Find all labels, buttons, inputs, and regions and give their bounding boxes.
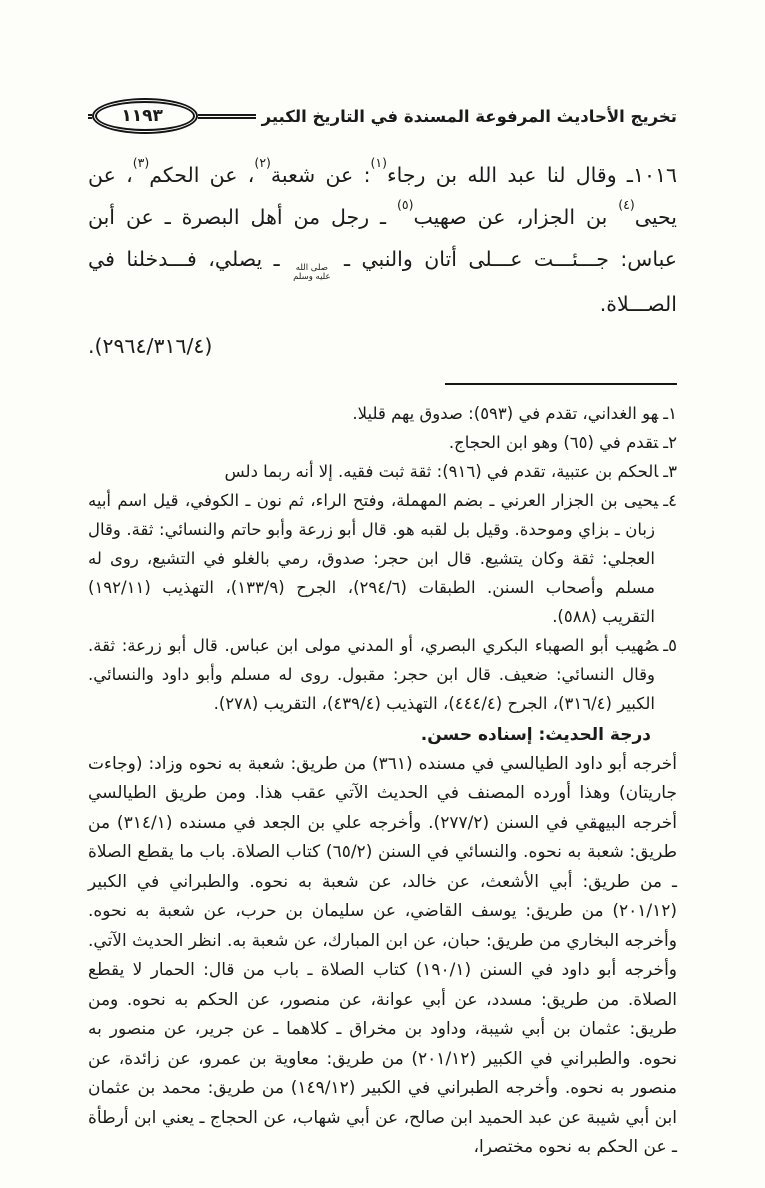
footnote-separator [445,383,677,385]
hadith-grade-heading: درجة الحديث: إسناده حسن. [420,724,651,745]
hadith-text-run: ـ يصلي، فـــدخلنا في الصـــلاة. [88,247,677,316]
footnote-number: ٢ـ [663,432,677,452]
footnote-number: ٣ـ [663,461,677,481]
footnote-number: ٥ـ [663,635,677,655]
footnote-1 [88,399,677,428]
book-title: تخريج الأحاديث المرفوعة المسندة في التاريخ الكبير [261,106,677,126]
footnote-text: هو الغداني، تقدم في (٥٩٣): صدوق يهم قليلا. [352,403,659,423]
footnote-marker: (٢) [254,155,271,171]
footnote-number: ٤ـ [663,490,677,510]
hadith-text-run: : عن شعبة [270,163,371,187]
header-rule-left [88,114,92,119]
footnote-2 [88,428,677,457]
footnote-3 [88,457,677,486]
page-header [88,98,677,134]
page-number: ١١٩٣ [121,106,163,126]
takhrij-paragraph: أخرجه أبو داود الطيالسي في مسنده (٣٦١) من طريق: شعبة به نحوه وزاد: (وجاءت جاريتان) وهذا أورده المصنف في الحديث الآتي عقب هذا. ومن طريق الطيالسي أخرجه البيهقي في السنن (٢٧٧/٢). وأخرجه علي بن الجعد في مسنده (٣١٤/١) من طريق: شعبة به نحوه. والنسائي في السنن (٦٥/٢) كتاب الصلاة. باب ما يقطع الصلاة ـ من طريق: أبي الأشعث، عن خالد، عن شعبة به نحوه. والطبراني في الكبير (٢٠١/١٢) من طريق: يوسف القاضي، عن سليمان بن حرب، عن شعبة به نحوه. وأخرجه البخاري من طريق: حبان، عن ابن المبارك، عن شعبة به. انظر الحديث الآتي. وأخرجه أبو داود في السنن (١٩٠/١) كتاب الصلاة ـ باب من قال: الحمار لا يقطع الصلاة. من طريق: مسدد، عن أبي عوانة، عن منصور، عن الحكم به نحوه. ومن طريق: عثمان بن أبي شيبة، وداود بن مخراق ـ كلاهما ـ عن جرير، عن منصور به نحوه. والطبراني في الكبير (٢٠١/١٢) من طريق: معاوية بن عمرو، عن زائدة، عن منصور به نحوه. وأخرجه الطبراني في الكبير (١٤٩/١٢) من طريق: محمد بن عثمان ابن أبي شيبة عن عبد الحميد ابن صالح، عن أبي شهاب، عن الحجاج ـ يعني ابن أرطأة ـ عن الحكم به نحوه مختصرا، [88,753,678,1158]
footnote-text: الحكم بن عتبية، تقدم في (٩١٦): ثقة ثبت فقيه. إلا أنه ربما دلس [224,461,659,481]
hadith-text-run: ، عن الحكم [149,163,255,187]
footnote-4 [88,486,677,631]
honorific-saw-mark: صلى الله عليه وسلم [293,263,331,283]
footnote-text: يحيى بن الجزار العرني ـ بضم المهملة، وفتح الراء، ثم نون ـ الكوفي، قيل اسم أبيه زبان ـ بزاي وموحدة. وقيل بل لقبه هو. قال أبو زرعة وأبو حاتم والنسائي: ثقة. وقال العجلي: ثقة وكان يتشيع. قال ابن حجر: صدوق، رمي بالغلو في التشيع، روى له مسلم وأصحاب السنن. الطبقات (٢٩٤/٦)، الجرح (١٣٣/٩)، التهذيب (١٩٢/١١) التقريب (٥٨٨). [88,490,659,626]
hadith-text-run: بن الجزار، عن صهيب [413,205,619,229]
hadith-reference: (٢٩٦٤/٣١٦/٤). [88,333,213,358]
footnote-5 [88,631,677,718]
footnote-marker: (٥) [397,197,414,213]
footnote-marker: (١) [370,155,387,171]
footnote-marker: (٣) [132,155,150,171]
hadith-text-run: ـ رجل من أهل البصرة ـ عن أبن عباس: جـــئـــت عـــلى أتان والنبي ـ [88,205,677,271]
footnote-text: تقدم في (٦٥) وهو ابن الحجاج. [448,432,659,452]
footnote-number: ١ـ [663,403,677,423]
footnote-marker: (٤) [618,197,635,213]
hadith-paragraph [88,154,677,325]
header-rule-right [198,114,256,119]
footnotes-section [88,399,677,718]
hadith-text-run: ١٠١٦ـ وقال لنا عبد الله بن رجاء [387,163,677,187]
hadith-text-run: ، عن يحيى [88,163,677,229]
page-number-badge [92,98,198,134]
footnote-text: صُهيب أبو الصهباء البكري البصري، أو المدني مولى ابن عباس. قال أبو زرعة: ثقة. وقال النسائي: ضعيف. قال ابن حجر: مقبول. روى له مسلم وأبو داود والنسائي. الكبير (٣١٦/٤)، الجرح (٤٤٤/٤)، التهذيب (٤٣٩/٤)، التقريب (٢٧٨). [88,635,659,713]
